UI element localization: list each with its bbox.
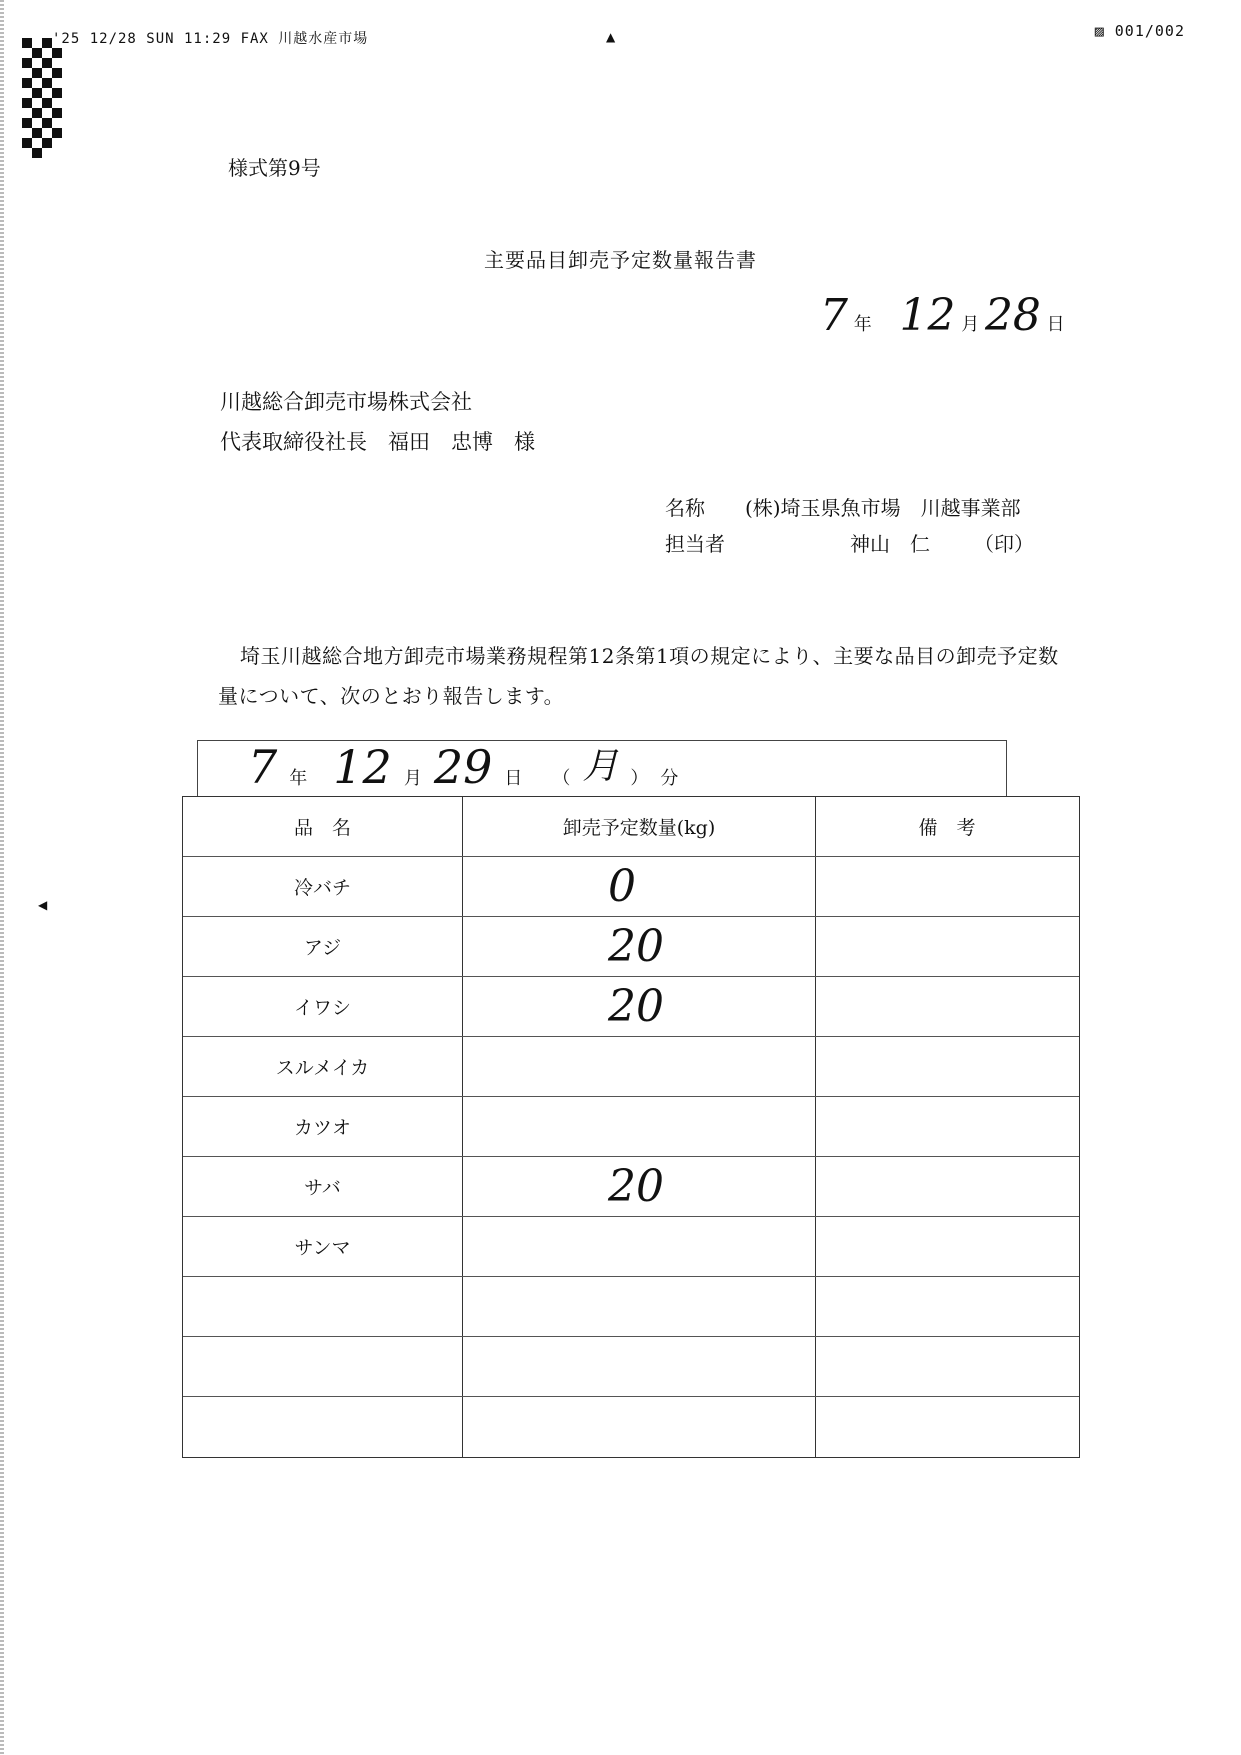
body-text: 埼玉川越総合地方卸売市場業務規程第12条第1項の規定により、主要な品目の卸売予定数量について、次のとおり報告します。 bbox=[218, 644, 1059, 708]
sender-name-label: 名称 bbox=[665, 496, 705, 520]
table-row bbox=[183, 1337, 1079, 1397]
item-note bbox=[816, 1397, 1078, 1457]
header-quantity: 卸売予定数量(kg) bbox=[463, 797, 816, 856]
item-name: サンマ bbox=[183, 1217, 463, 1276]
item-quantity bbox=[463, 1097, 816, 1156]
item-quantity: 20 bbox=[463, 1157, 816, 1216]
period-month-unit: 月 bbox=[403, 768, 422, 789]
item-note bbox=[816, 977, 1078, 1036]
period-weekday-close: ） bbox=[630, 768, 649, 789]
report-date-day-unit: 日 bbox=[1046, 314, 1065, 335]
sender-name-row bbox=[665, 490, 1034, 526]
table-header-row bbox=[183, 797, 1079, 857]
fax-icon: ▨ bbox=[1094, 22, 1105, 40]
period-year: 7 bbox=[248, 740, 278, 794]
period-month: 12 bbox=[333, 740, 392, 794]
item-name bbox=[183, 1277, 463, 1336]
table-row bbox=[183, 1277, 1079, 1337]
table-row bbox=[183, 1157, 1079, 1217]
item-quantity bbox=[463, 1277, 816, 1336]
recipient-representative: 代表取締役社長 福田 忠博 様 bbox=[220, 430, 535, 454]
item-name bbox=[183, 1397, 463, 1457]
item-quantity: 0 bbox=[463, 857, 816, 916]
header-notes: 備 考 bbox=[918, 817, 976, 839]
page-count-text: 001/002 bbox=[1114, 22, 1185, 40]
table-row bbox=[183, 917, 1079, 977]
recipient-company: 川越総合卸売市場株式会社 bbox=[220, 390, 472, 414]
item-quantity: 20 bbox=[463, 977, 816, 1036]
left-arrow-icon: ◀ bbox=[38, 898, 48, 912]
item-quantity bbox=[463, 1217, 816, 1276]
item-name: アジ bbox=[183, 917, 463, 976]
form-number: 様式第9号 bbox=[228, 156, 321, 180]
item-note bbox=[816, 1157, 1078, 1216]
period-weekday-open: （ bbox=[552, 768, 571, 789]
report-grid bbox=[182, 796, 1080, 1458]
period-day: 29 bbox=[433, 740, 493, 794]
item-note bbox=[816, 1217, 1078, 1276]
fax-header-line: '25 12/28 SUN 11:29 FAX 川越水産市場 bbox=[52, 31, 369, 47]
period-weekday: 月 bbox=[582, 746, 619, 787]
item-name: カツオ bbox=[183, 1097, 463, 1156]
report-date-year-unit: 年 bbox=[853, 314, 872, 335]
sender-contact-row bbox=[665, 526, 1034, 562]
item-quantity bbox=[463, 1397, 816, 1457]
item-note bbox=[816, 917, 1078, 976]
item-name: サバ bbox=[183, 1157, 463, 1216]
item-name: スルメイカ bbox=[183, 1037, 463, 1096]
table-row bbox=[183, 1217, 1079, 1277]
report-table bbox=[182, 740, 1080, 1456]
sender-contact-label: 担当者 bbox=[665, 532, 725, 556]
item-quantity bbox=[463, 1337, 816, 1396]
report-date-month-unit: 月 bbox=[961, 314, 980, 335]
item-note bbox=[816, 1277, 1078, 1336]
item-note bbox=[816, 1337, 1078, 1396]
document-title: 主要品目卸売予定数量報告書 bbox=[484, 248, 757, 272]
sender-contact-value: 神山 仁 bbox=[850, 532, 930, 556]
table-row bbox=[183, 977, 1079, 1037]
period-day-unit: 日 bbox=[504, 768, 523, 789]
item-name: イワシ bbox=[183, 977, 463, 1036]
table-row bbox=[183, 857, 1079, 917]
table-row bbox=[183, 1397, 1079, 1457]
fax-page-count bbox=[1095, 22, 1185, 40]
sender-name-value: (株)埼玉県魚市場 川越事業部 bbox=[745, 496, 1021, 520]
recipient-block bbox=[220, 382, 535, 462]
header-item: 品 名 bbox=[183, 797, 463, 856]
sender-block bbox=[665, 490, 1034, 562]
table-row bbox=[183, 1097, 1079, 1157]
seal-mark: （印） bbox=[974, 532, 1034, 556]
item-name: 冷バチ bbox=[183, 857, 463, 916]
item-note bbox=[816, 1037, 1078, 1096]
item-name bbox=[183, 1337, 463, 1396]
up-arrow-icon: ▲ bbox=[606, 30, 616, 44]
period-suffix: 分 bbox=[660, 768, 679, 789]
period-line bbox=[197, 740, 1007, 796]
fax-checker-mark bbox=[22, 38, 62, 158]
report-date-month: 12 bbox=[899, 290, 956, 341]
report-date bbox=[820, 290, 1065, 341]
report-date-day: 28 bbox=[984, 290, 1041, 341]
item-note bbox=[816, 857, 1078, 916]
item-quantity bbox=[463, 1037, 816, 1096]
period-year-unit: 年 bbox=[289, 768, 308, 789]
item-quantity: 20 bbox=[463, 917, 816, 976]
table-row bbox=[183, 1037, 1079, 1097]
report-date-year: 7 bbox=[820, 290, 848, 341]
item-note bbox=[816, 1097, 1078, 1156]
